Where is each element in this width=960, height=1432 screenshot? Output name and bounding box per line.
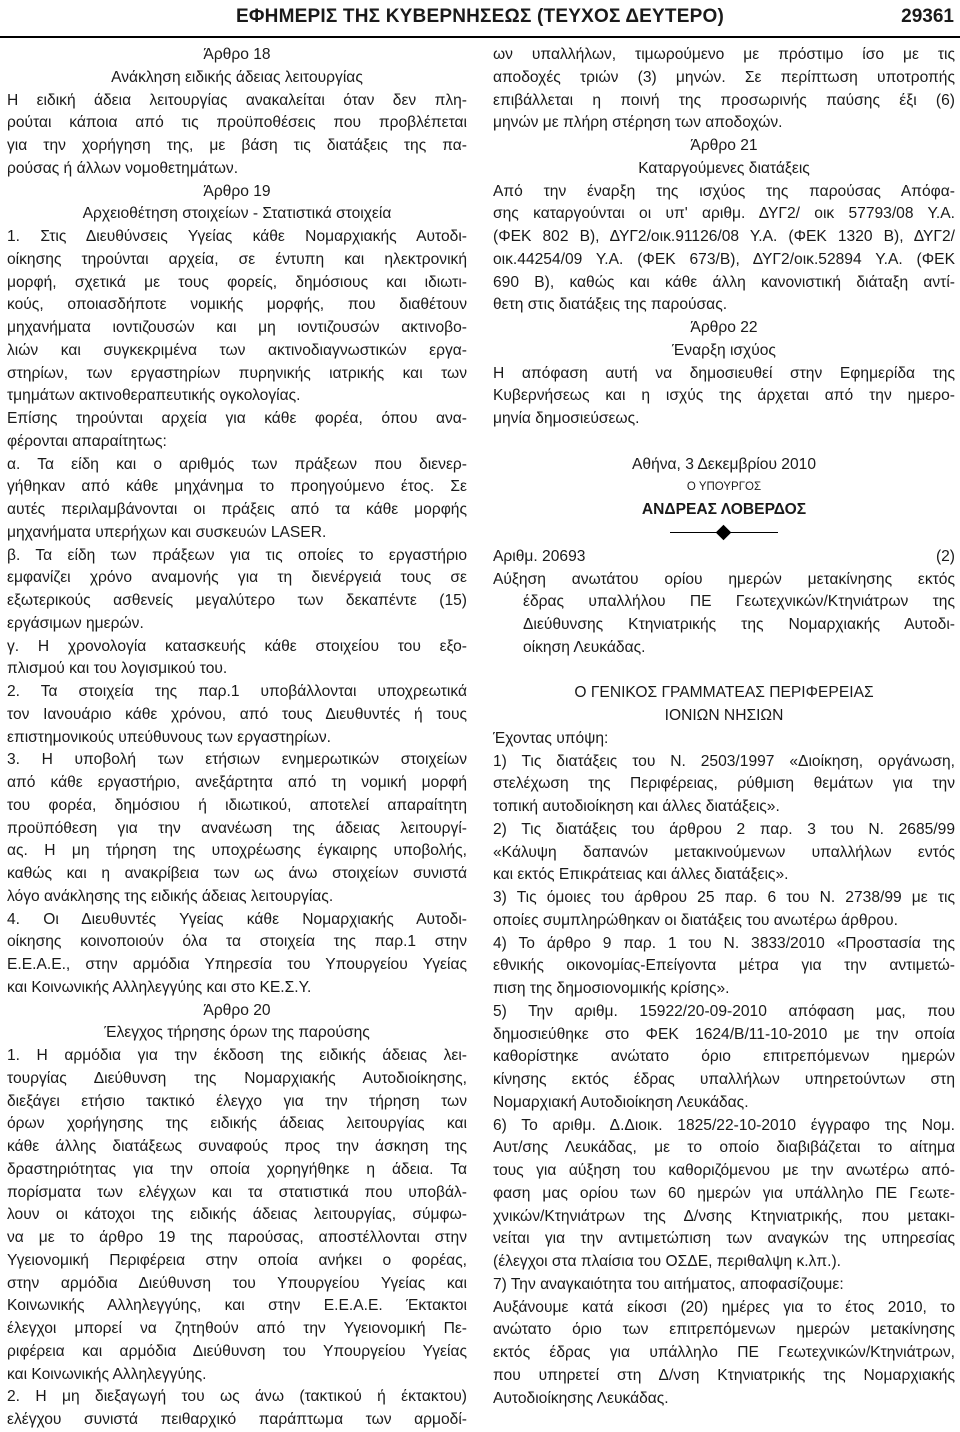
text-line: Υγειονομική Περιφέρεια στην οποία ανήκει ο φορέας,: [7, 1251, 467, 1269]
article-20-title: Έλεγχος τήρησης όρων της παρούσης: [104, 1024, 370, 1042]
text-line: λιών και συγκεκριμένα των ακτινοδιαγνωστικών εργα-: [7, 341, 467, 359]
text-line: στηρίων, των εργαστηρίων πυρηνικής ιατρικής και των: [7, 364, 467, 382]
text-line: εργάσιμων ημερών.: [7, 614, 144, 632]
text-line: στην αρμόδια Διεύθυνση του Υπουργείου Υγείας και: [7, 1274, 467, 1292]
text-line: Από την έναρξη της ισχύος της παρούσας Απόφα-: [493, 182, 955, 200]
signatory-role: Ο ΥΠΟΥΡΓΟΣ: [686, 481, 762, 494]
text-line: Κυβερνήσεως και η ισχύς της άρχεται από την ημερο-: [493, 387, 955, 405]
text-line: φαση μας ορίου των 60 ημερών για υπάλληλο ΠΕ Γεωτε-: [493, 1184, 955, 1202]
section-separator: [493, 522, 955, 546]
text-line: σης καταργούνται οι υπ' αριθμ. ΔΥΓ2/ οικ 57793/08 Υ.Α.: [493, 205, 955, 223]
text-line: μηνία δημοσιεύσεως.: [493, 410, 640, 427]
text-line: γ. Η χρονολογία κατασκευής κάθε στοιχείου του εξο-: [7, 637, 467, 655]
text-line: ας. Η μη τήρηση της υποχρέωσης έγκαιρης υποβολής,: [7, 842, 467, 860]
text-line: 1) Τις διατάξεις του Ν. 2503/1997 «Διοίκηση, οργάνωση,: [493, 752, 955, 770]
page-header: [0, 0, 960, 38]
text-line: οίκησης κοινοποιούν όλα τα στοιχεία της παρ.1 στην: [7, 933, 467, 951]
text-line: πιση της δημοσιονομικής κρίσης».: [493, 980, 730, 997]
article-21-title: Καταργούμενες διατάξεις: [638, 159, 810, 177]
diamond-icon: [716, 524, 732, 540]
text-line: (ΦΕΚ 802 Β), ΔΥΓ2/οικ.91126/08 Υ.Α. (ΦΕΚ 1320 Β), ΔΥΓ2/: [493, 228, 955, 245]
text-line: γήθηκαν από κάθε μηχάνημα το προηγούμενο έτος. Σε: [7, 478, 467, 496]
text-line: αποδοχές τριών (3) μηνών. Σε περίπτωση υποτροπής: [493, 68, 955, 86]
text-line: επιστημονικούς υπεύθυνους των εργαστηρίων.: [7, 728, 331, 746]
text-line: δραστηριότητας για την οποία χορηγήθηκε η άδεια. Τα: [7, 1160, 467, 1178]
text-line: κάθε άλλης διατάξεως συναφούς προς την άσκηση της: [7, 1138, 467, 1155]
text-line: όρων χορήγησης της ειδικής άδειας λειτουργίας και: [7, 1115, 467, 1133]
article-18-title: Ανάκληση ειδικής άδειας λειτουργίας: [111, 68, 363, 86]
text-line: καθώς και η ανακρίβεια των ως άνω στοιχείων συνιστά: [7, 865, 467, 882]
text-line: Αυτ/σης Λευκάδας, με το οποίο διαβιβάζεται το αίτημα: [493, 1139, 955, 1157]
text-line: πλισμού και του λογισμικού του.: [7, 660, 228, 678]
text-line: λόγο ανάκλησης της ειδικής άδειας λειτουργίας.: [7, 887, 334, 905]
article-21-heading: Άρθρο 21: [690, 137, 758, 154]
text-line: τον Ιανουάριο κάθε χρόνου, από τους Διευθυντές ή τους: [7, 705, 467, 723]
text-line: 6) Το αριθμ. Δ.Διοικ. 1825/22-10-2010 έγγραφο της Νομ.: [493, 1116, 955, 1134]
text-line: ων υπαλλήλων, τιμωρούμενο με πρόστιμο ίσο με τις: [493, 46, 955, 63]
text-line: ριφέρεια και αρμόδια Διεύθυνση του Υπουργείου Υγείας: [7, 1342, 467, 1360]
text-line: β. Τα είδη των πράξεων για τις οποίες το εργαστήριο: [7, 546, 467, 564]
decision-title-line: οίκηση Λευκάδας.: [523, 638, 646, 656]
text-line: 690 Β), καθώς και κάθε άλλη κανονιστική διάταξη αντί-: [493, 273, 955, 291]
decision-title-line: Διεύθυνσης Κτηνιατρικής της Νομαρχιακής Αυτοδι-: [523, 616, 955, 633]
text-line: νείται για την αντιμετώπιση των αναγκών της υπηρεσίας: [493, 1230, 955, 1248]
text-line: και Κοινωνικής Αλληλεγγύης και στο ΚΕ.Σ.Υ.: [7, 978, 312, 996]
article-22-heading: Άρθρο 22: [690, 319, 758, 336]
text-line: ανώτατο όριο των επιτρεπόμενων ημερών μετακίνησης: [493, 1321, 955, 1339]
right-column: [493, 44, 955, 1410]
text-line: δημοσιεύθηκε στο ΦΕΚ 1624/Β/11-10-2010 με την οποία: [493, 1025, 955, 1043]
issuer-title: Ο ΓΕΝΙΚΟΣ ΓΡΑΜΜΑΤΕΑΣ ΠΕΡΙΦΕΡΕΙΑΣ: [574, 684, 874, 702]
text-line: κίνησης εκτός έδρας υπαλλήλων υπηρετούντων στη: [493, 1071, 955, 1088]
text-line: και εκτός Επικράτειας και άλλες διατάξεις».: [493, 866, 789, 884]
text-line: Η ειδική άδεια λειτουργίας ανακαλείται όταν δεν πλη-: [7, 91, 467, 109]
article-22-title: Έναρξη ισχύος: [672, 341, 776, 359]
text-line: και Κοινωνικής Αλληλεγγύης.: [7, 1365, 207, 1383]
text-line: εμφανίζει χρόνο αναμονής για τη διενέργειά τους σε: [7, 569, 467, 587]
text-line: έλεγχοι μπορεί να ζητηθούν από την Υγειονομική Πε-: [7, 1320, 467, 1337]
article-20-heading: Άρθρο 20: [203, 1001, 271, 1019]
text-line: μηνών με πλήρη στέρηση των αποδοχών.: [493, 114, 783, 132]
text-line: 1. Η αρμόδια για την έκδοση της ειδικής άδειας λει-: [7, 1047, 467, 1064]
text-line: επιβάλλεται η ποινή της προσωρινής παύσης έξι (6): [493, 91, 955, 109]
text-line: προϋπόθεση για την ανανέωση της άδειας λειτουργί-: [7, 819, 467, 837]
text-line: μορφή, σχετικά με τους φορείς, δημόσιους και ιδιωτι-: [7, 273, 467, 291]
article-19-title: Αρχειοθέτηση στοιχείων - Στατιστικά στοιχεία: [82, 205, 392, 223]
text-line: εξωτερικούς ασθενείς μεγαλύτερο των δεκαπέντε (15): [7, 592, 467, 609]
text-line: Ε.Ε.Α.Ε., στην αρμόδια Υπηρεσία του Υπουργείου Υγείας: [7, 956, 467, 973]
page-number: 29361: [901, 6, 954, 27]
text-line: για την χορήγηση της, με βάση τις διατάξεις της πα-: [7, 137, 467, 154]
text-line: εθνικής οικονομίας-Επείγοντα μέτρα για την αντιμετώ-: [493, 957, 955, 975]
signatory-name: ΑΝΔΡΕΑΣ ΛΟΒΕΡΔΟΣ: [641, 501, 807, 518]
text-line: λουν οι κάτοχοι της ειδικής άδειας λειτουργίας, σύμφω-: [7, 1206, 467, 1224]
text-line: Νομαρχιακή Αυτοδιοίκηση Λευκάδας.: [493, 1093, 749, 1111]
text-line: ρούται κάποια από τις προϋποθέσεις που προβλέπεται: [7, 114, 467, 132]
text-line: από κάθε εργαστήριο, ανεξάρτητα από τη νομική μορφή: [7, 774, 467, 791]
text-line: φέρονται απαραίτητως:: [7, 432, 167, 450]
text-line: Η απόφαση αυτή να δημοσιευθεί στην Εφημερίδα της: [493, 364, 955, 382]
text-line: «Κάλυψη δαπανών μετακινούμενων υπαλλήλων εντός: [493, 843, 955, 861]
text-line: οποίες συμπληρώθηκαν οι διατάξεις του ανωτέρω άρθρου.: [493, 911, 898, 929]
text-line: μηχανήματα ιοντιζουσών και μη ιοντιζουσών ακτινοβο-: [7, 319, 467, 336]
text-line: τμημάτων ακτινοθεραπευτικής ογκολογίας.: [7, 387, 301, 405]
decision-sequence: (2): [935, 547, 955, 565]
text-line: 4. Οι Διευθυντές Υγείας κάθε Νομαρχιακής Αυτοδι-: [7, 910, 467, 928]
header-rule: [0, 36, 960, 38]
text-line: Έχοντας υπόψη:: [493, 729, 609, 747]
article-18-heading: Άρθρο 18: [203, 46, 271, 63]
text-line: ρούσας ή άλλων νομοθετημάτων.: [7, 159, 239, 177]
text-line: τοπική αυτοδιοίκηση και άλλες διατάξεις».: [493, 798, 780, 815]
text-line: τους για αύξηση του καθοριζόμενου με την ανωτέρω από-: [493, 1162, 955, 1179]
decision-number-row: [493, 546, 955, 569]
text-line: εκτός έδρας για υπάλληλο ΠΕ Γεωτεχνικών/Κτηνιάτρων,: [493, 1344, 955, 1361]
text-line: οικ.44254/09 Υ.Α. (ΦΕΚ 673/Β), ΔΥΓ2/οικ.52894 Υ.Α. (ΦΕΚ: [493, 250, 955, 268]
text-line: κούς, οποιασδήποτε νομικής μορφής, που διαθέτουν: [7, 296, 467, 314]
text-line: πορίσματα των ελέγχων και τα στατιστικά που υποβάλ-: [7, 1183, 467, 1201]
text-line: 2. Τα στοιχεία της παρ.1 υποβάλλονται υποχρεωτικά: [7, 683, 467, 700]
text-line: 7) Την αναγκαιότητα του αιτήματος, αποφασίζουμε:: [493, 1275, 844, 1293]
text-line: 5) Την αριθμ. 15922/20-09-2010 απόφαση μας, που: [493, 1002, 955, 1020]
gazette-title: ΕΦΗΜΕΡΙΣ ΤΗΣ ΚΥΒΕΡΝΗΣΕΩΣ (ΤΕΥΧΟΣ ΔΕΥΤΕΡΟ): [236, 6, 724, 27]
article-19-heading: Άρθρο 19: [203, 182, 271, 200]
text-line: χνικών/Κτηνιάτρων της Δ/νσης Κτηνιατρικής, που μετακι-: [493, 1207, 955, 1225]
text-line: Αυτοδιοίκησης Λευκάδας.: [493, 1389, 669, 1407]
text-line: οίκησης τηρούνται αρχεία, σε έντυπη και ηλεκτρονική: [7, 250, 467, 268]
text-line: μηχανήματα υπερήχων και συσκευών LASER.: [7, 523, 327, 541]
text-line: θετη στις διατάξεις της παρούσας.: [493, 296, 728, 314]
text-line: 2. Η μη διεξαγωγή του ως άνω (τακτικού ή έκτακτου): [7, 1388, 467, 1406]
text-line: του φορέα, δημόσιου ή ιδιωτικού, αποτελεί απαραίτητη: [7, 796, 467, 814]
text-line: να με το άρθρο 19 της παρούσας, αποστέλλονται στην: [7, 1229, 467, 1246]
text-line: 3. Η υποβολή των ετήσιων ενημερωτικών στοιχείων: [7, 751, 467, 769]
issuer-region: ΙΟΝΙΩΝ ΝΗΣΙΩΝ: [664, 707, 784, 724]
signature-date: Αθήνα, 3 Δεκεμβρίου 2010: [632, 455, 816, 473]
text-line: Επίσης τηρούνται αρχεία για κάθε φορέα, όπου ανα-: [7, 410, 467, 427]
text-line: α. Τα είδη και ο αριθμός των πράξεων που διενερ-: [7, 455, 467, 473]
text-line: στελέχωση της Περιφέρειας, ρύθμιση θεμάτων για την: [493, 775, 955, 793]
text-line: αυτές περιλαμβάνονται οι πράξεις από τα κάθε μορφής: [7, 501, 467, 518]
text-line: 1. Στις Διευθύνσεις Υγείας κάθε Νομαρχιακής Αυτοδι-: [7, 228, 467, 245]
text-line: 3) Τις όμοιες του άρθρου 25 παρ. 6 του Ν. 2738/99 με τις: [493, 889, 955, 906]
text-line: τουργίας Διεύθυνση της Νομαρχιακής Αυτοδιοίκησης,: [7, 1069, 467, 1087]
text-line: Κοινωνικής Αλληλεγγύης, και στην Ε.Ε.Α.Ε. Έκτακτοι: [7, 1297, 467, 1315]
left-column: [7, 44, 467, 1432]
text-line: καθορίστηκε ανώτατο όριο επιτρεπόμενων ημερών: [493, 1048, 955, 1066]
text-line: 2) Τις διατάξεις του άρθρου 2 παρ. 3 του Ν. 2685/99: [493, 820, 955, 838]
text-line: 4) Το άρθρο 9 παρ. 1 του Ν. 3833/2010 «Προστασία της: [493, 934, 955, 952]
text-line: Αυξάνουμε κατά είκοσι (20) ημέρες για το έτος 2010, το: [493, 1298, 955, 1316]
decision-title-line: έδρας υπαλλήλου ΠΕ Γεωτεχνικών/Κτηνιάτρων της: [523, 593, 955, 611]
text-line: ελέγχου συνιστά πειθαρχικό παράπτωμα των αρμοδί-: [7, 1411, 467, 1428]
decision-title-line: Αύξηση ανωτάτου ορίου ημερών μετακίνησης εκτός: [493, 570, 955, 588]
decision-number: Αριθμ. 20693: [493, 547, 586, 565]
text-line: που υπηρετεί στη Δ/νση Κτηνιατρικής της Νομαρχιακής: [493, 1366, 955, 1384]
text-line: (έλεγχοι στα πλαίσια του ΟΣΔΕ, περιθαλψη κ.λπ.).: [493, 1253, 841, 1270]
text-line: διεξάγει ετήσιο τακτικό έλεγχο για την τήρηση των: [7, 1092, 467, 1110]
